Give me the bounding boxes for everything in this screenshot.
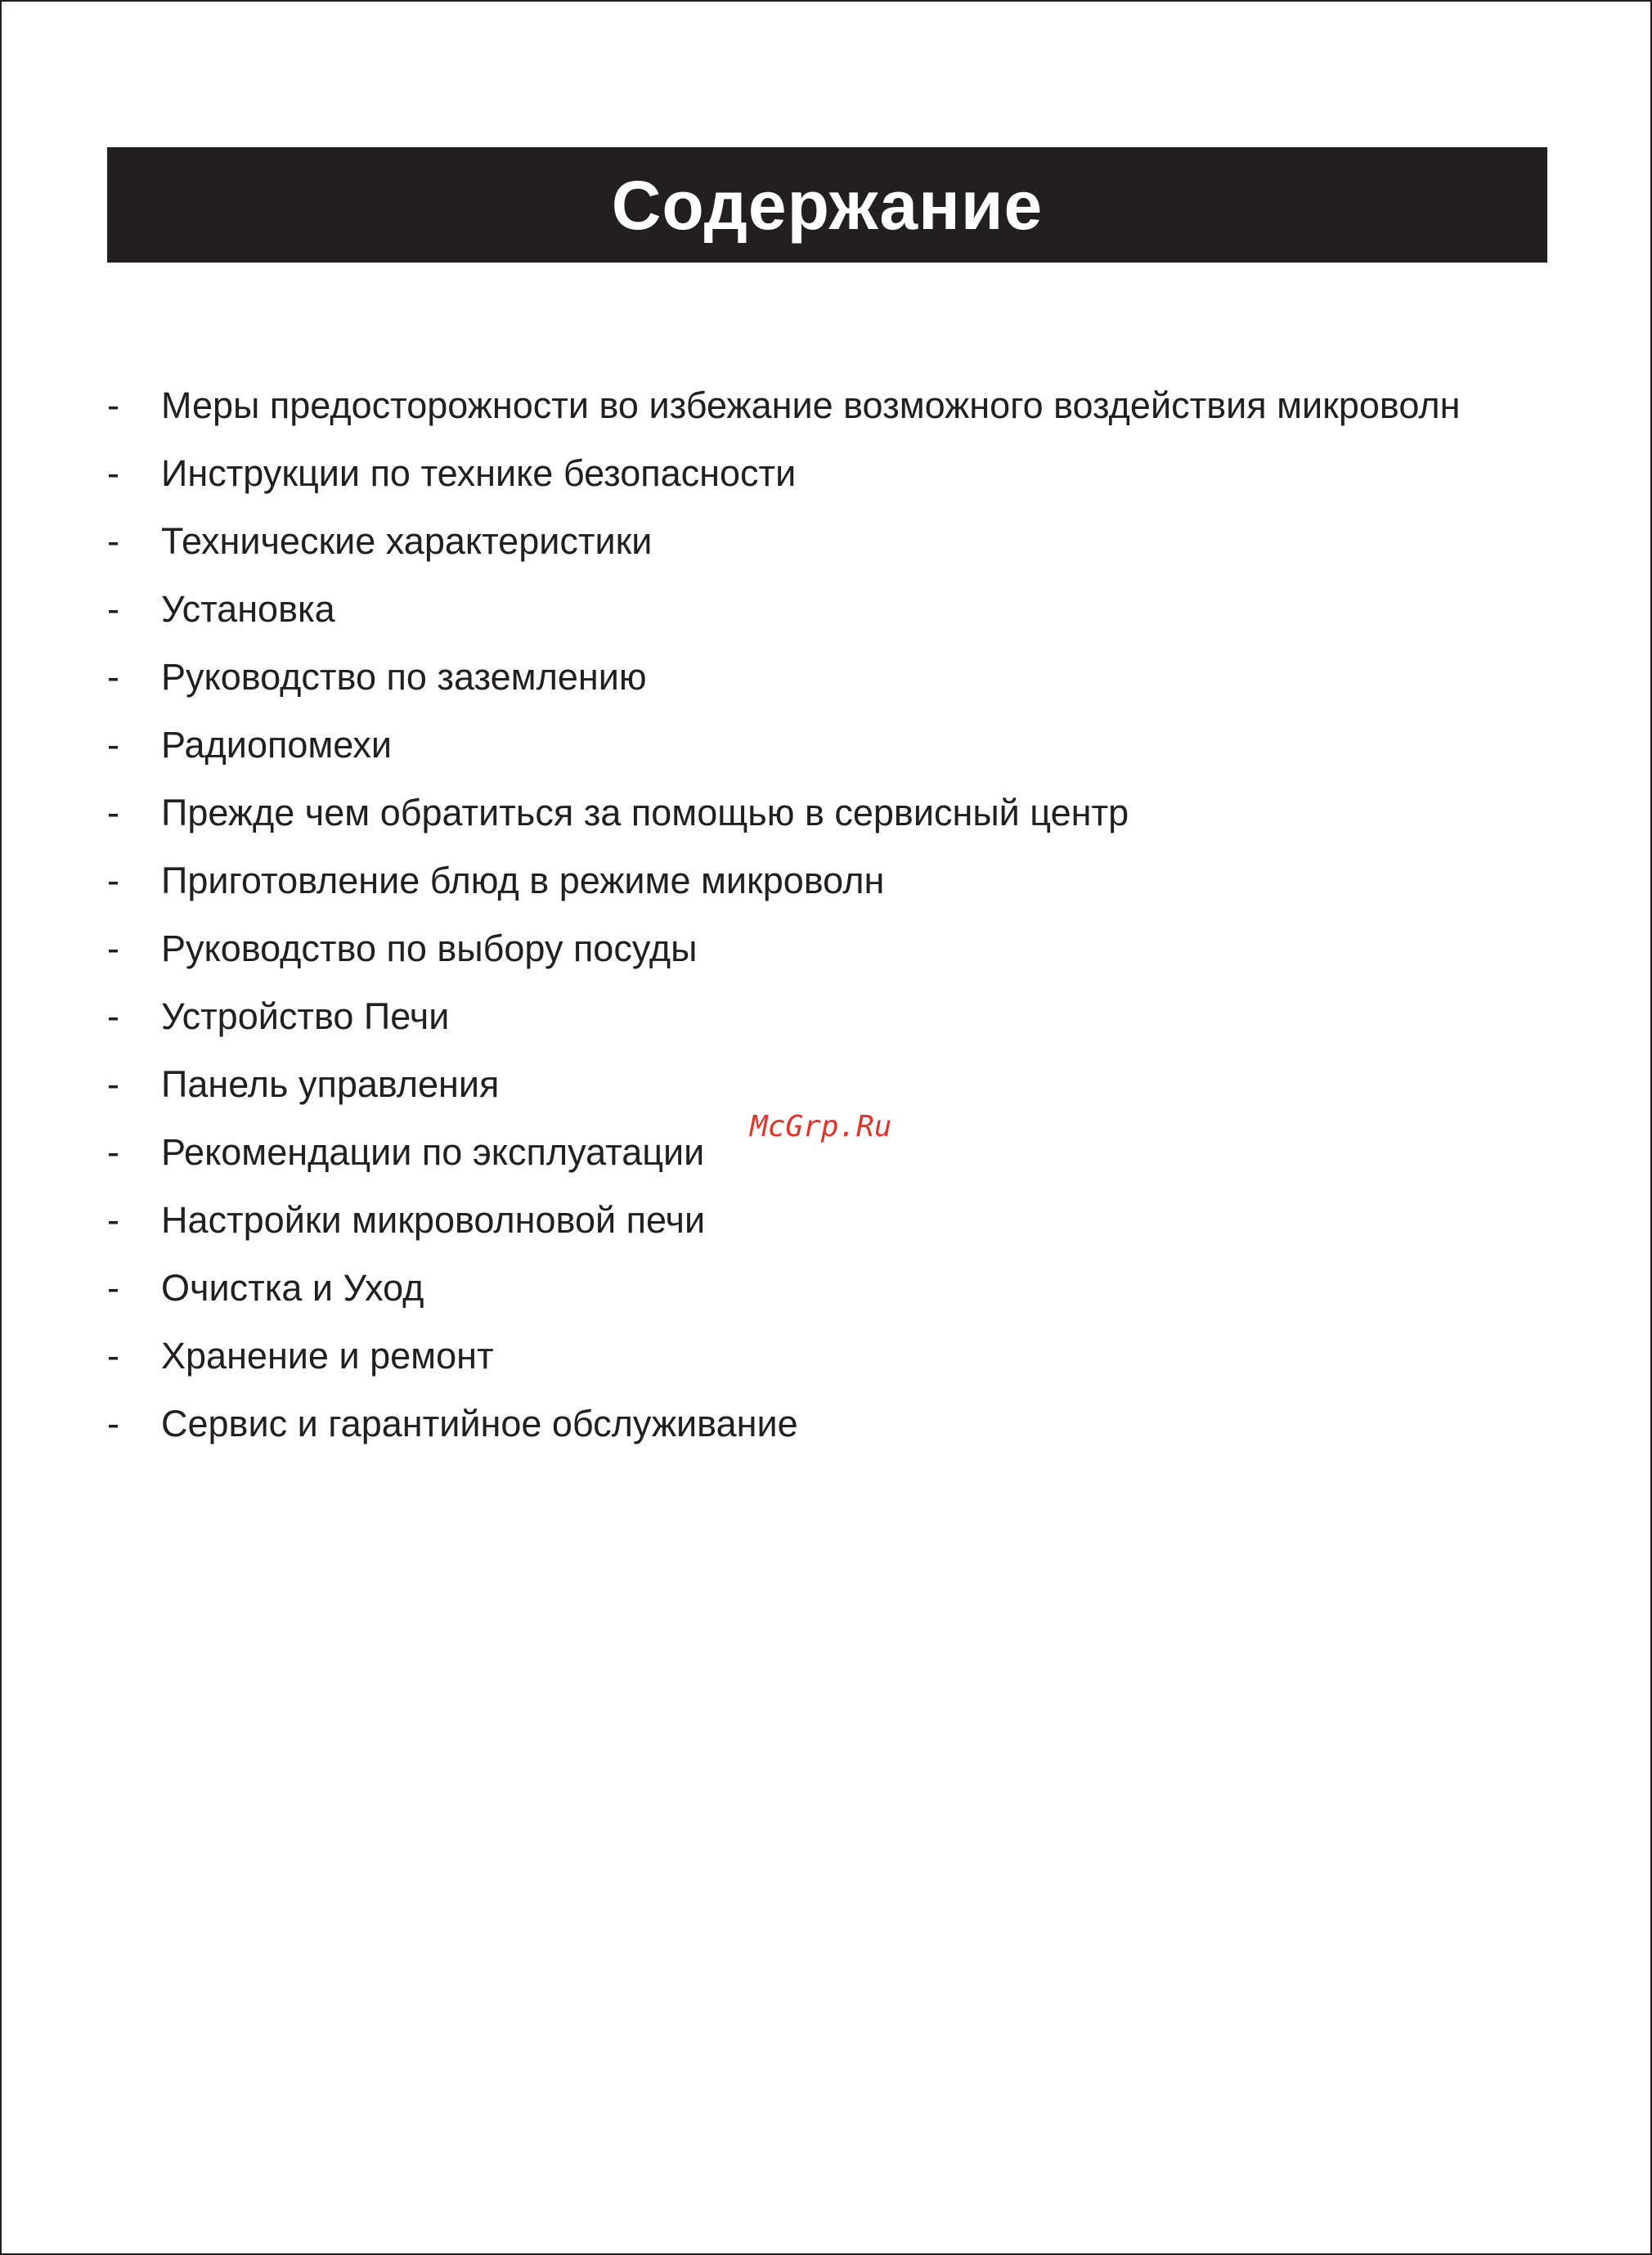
toc-item-label: Инструкции по технике безопасности <box>161 452 797 494</box>
toc-item <box>107 982 1579 1050</box>
toc-item-label: Руководство по выбору посуды <box>161 928 698 969</box>
toc-dash: - <box>107 1267 119 1309</box>
toc-item-label: Радиопомехи <box>161 724 392 766</box>
toc-item-label: Установка <box>161 588 335 630</box>
toc-dash: - <box>107 1063 119 1105</box>
toc-item-label: Хранение и ремонт <box>161 1335 494 1377</box>
toc-item <box>107 1390 1579 1458</box>
toc-dash: - <box>107 384 119 426</box>
toc-dash: - <box>107 452 119 494</box>
toc-item-label: Рекомендации по эксплуатации <box>161 1131 705 1173</box>
toc-item-label: Руководство по заземлению <box>161 656 647 698</box>
toc-item <box>107 1322 1579 1390</box>
watermark-logo: McGrp.Ru <box>750 1110 892 1143</box>
toc-item-label: Меры предосторожности во избежание возможного воздействия микроволн <box>161 384 1461 426</box>
table-of-contents <box>107 371 1579 1458</box>
toc-item <box>107 439 1579 507</box>
toc-item-label: Приготовление блюд в режиме микроволн <box>161 860 885 901</box>
toc-dash: - <box>107 860 119 901</box>
toc-dash: - <box>107 1403 119 1444</box>
toc-item <box>107 507 1579 575</box>
toc-dash: - <box>107 792 119 833</box>
toc-item <box>107 643 1579 711</box>
toc-dash: - <box>107 656 119 698</box>
toc-dash: - <box>107 1199 119 1241</box>
toc-dash: - <box>107 1131 119 1173</box>
toc-item-label: Панель управления <box>161 1063 500 1105</box>
toc-dash: - <box>107 588 119 630</box>
toc-item <box>107 371 1579 439</box>
toc-item-label: Устройство Печи <box>161 995 450 1037</box>
toc-item-label: Прежде чем обратиться за помощью в сервисный центр <box>161 792 1129 833</box>
toc-item <box>107 1254 1579 1322</box>
toc-item-label: Технические характеристики <box>161 520 653 562</box>
toc-dash: - <box>107 724 119 766</box>
toc-item <box>107 575 1579 643</box>
toc-dash: - <box>107 1335 119 1377</box>
toc-item <box>107 711 1579 779</box>
toc-item <box>107 847 1579 914</box>
toc-item <box>107 1186 1579 1254</box>
toc-item <box>107 779 1579 847</box>
toc-item <box>107 914 1579 982</box>
toc-dash: - <box>107 928 119 969</box>
toc-item <box>107 1050 1579 1118</box>
title-bar <box>107 147 1547 263</box>
toc-item-label: Очистка и Уход <box>161 1267 424 1309</box>
toc-item-label: Сервис и гарантийное обслуживание <box>161 1403 798 1444</box>
toc-dash: - <box>107 995 119 1037</box>
page-title: Содержание <box>611 166 1044 244</box>
toc-dash: - <box>107 520 119 562</box>
toc-item-label: Настройки микроволновой печи <box>161 1199 706 1241</box>
